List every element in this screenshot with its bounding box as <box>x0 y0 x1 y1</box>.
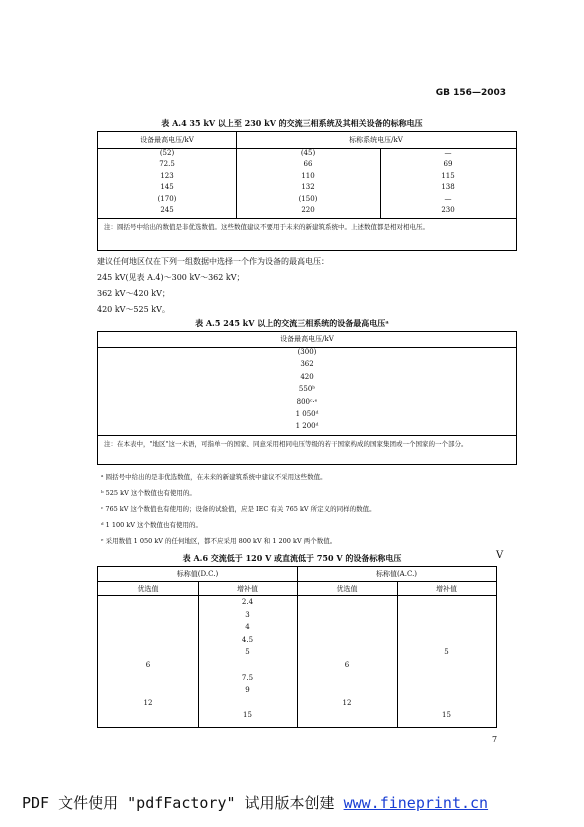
table-row <box>98 686 496 699</box>
table-a5 <box>97 331 517 465</box>
table-cell: 4 <box>245 623 250 632</box>
footnote-b: ᵇ 525 kV 这个数值也有使用的。 <box>101 489 196 497</box>
table-a6-sub-3: 优选值 <box>336 585 358 593</box>
table-cell: 220 <box>301 205 315 214</box>
table-row <box>98 160 516 171</box>
paragraph-line-2: 362 kV～420 kV； <box>97 289 170 298</box>
table-cell: 230 <box>441 205 455 214</box>
table-cell: 5 <box>245 648 250 657</box>
table-row: 800ᶜ·ᵉ <box>296 397 318 406</box>
table-a6-caption: 表 A.6 交流低于 120 V 或直流低于 750 V 的设备标称电压 <box>182 553 402 563</box>
table-row: 1 200ᵈ <box>295 422 319 431</box>
table-a5-note: 注：在本表中，"地区"这一术语，可指单一的国家、同意采用相同电压等级的若干国家构成的国家集团或一个国家的一个部分。 <box>104 440 468 448</box>
standard-code: GB 156—2003 <box>435 88 506 98</box>
table-a4-header-max: 设备最高电压/kV <box>140 136 194 144</box>
table-cell: 12 <box>342 698 352 707</box>
table-cell: 115 <box>441 171 455 180</box>
table-cell: 15 <box>243 711 252 720</box>
footer-text: PDF 文件使用 "pdfFactory" 试用版本创建 <box>22 794 344 812</box>
table-cell: 5 <box>444 648 449 657</box>
table-row <box>98 636 496 649</box>
table-row <box>98 611 496 624</box>
table-cell: 245 <box>160 205 174 214</box>
table-a4-caption: 表 A.4 35 kV 以上至 230 kV 的交流三相系统及其相关设备的标称电压 <box>161 118 423 128</box>
table-cell: 6 <box>145 660 151 669</box>
table-cell: — <box>444 194 452 203</box>
footnote-c: ᶜ 765 kV 这个数值也有使用的；设备的试验值，应是 IEC 有关 765 kV 所定义的同样的数值。 <box>101 505 376 513</box>
table-row <box>98 206 516 217</box>
table-row <box>98 195 516 206</box>
table-cell: (45) <box>300 149 316 157</box>
table-row: 420 <box>300 372 314 381</box>
table-a5-body <box>98 348 516 435</box>
table-row <box>98 648 496 661</box>
table-cell: 6 <box>344 660 350 669</box>
table-cell: 72.5 <box>159 160 175 169</box>
page-number: 7 <box>492 735 498 744</box>
table-row <box>98 674 496 687</box>
footnote-d: ᵈ 1 100 kV 这个数值也有使用的。 <box>101 521 203 529</box>
table-cell: (150) <box>298 194 318 203</box>
table-row <box>98 623 496 636</box>
table-row <box>98 711 496 724</box>
footnote-a: ᵃ 圆括号中给出的是非优选数值，在未来的新建筑系统中建议不采用这些数值。 <box>101 473 327 481</box>
table-a6-sub-1: 优选值 <box>137 585 159 593</box>
table-row: 362 <box>300 360 314 369</box>
table-cell: 12 <box>143 698 153 707</box>
table-cell: 9 <box>245 686 250 695</box>
table-a4-header-nominal: 标称系统电压/kV <box>349 136 403 144</box>
table-a4-body <box>98 149 516 217</box>
table-row <box>98 172 516 183</box>
table-row <box>98 183 516 194</box>
table-cell: 3 <box>245 610 250 619</box>
table-cell: (52) <box>159 149 175 157</box>
table-a6 <box>97 566 497 728</box>
table-cell: 132 <box>301 183 315 192</box>
paragraph-line-1: 245 kV(见表 A.4)～300 kV～362 kV； <box>97 273 245 282</box>
table-a6-dc-header: 标称值(D.C.) <box>176 570 219 578</box>
table-cell: — <box>444 149 452 157</box>
table-cell: (170) <box>157 194 177 203</box>
table-a4-note: 注：圆括号中给出的数值是非优选数值。这些数值建议不要用于未来的新建筑系统中。上述数值都是相对相电压。 <box>104 223 429 231</box>
table-cell: 110 <box>301 171 315 180</box>
table-row <box>98 661 496 674</box>
table-a6-ac-header: 标称值(A.C.) <box>375 570 418 578</box>
table-a6-sub-4: 增补值 <box>436 585 457 593</box>
table-row: 550ᵇ <box>298 385 316 394</box>
table-cell: 66 <box>303 160 313 169</box>
table-a5-header: 设备最高电压/kV <box>98 332 516 348</box>
table-cell: 123 <box>160 171 174 180</box>
table-cell: 4.5 <box>241 635 254 644</box>
table-cell: 69 <box>443 160 453 169</box>
table-row <box>98 149 516 160</box>
paragraph-intro: 建议任何地区仅在下列一组数据中选择一个作为设备的最高电压： <box>97 257 329 266</box>
table-cell: 138 <box>441 183 455 192</box>
table-row: (300) <box>297 348 317 356</box>
table-row <box>98 598 496 611</box>
footnote-e: ᵉ 采用数值 1 050 kV 的任何地区，都不应采用 800 kV 和 1 200 kV 两个数值。 <box>101 537 337 545</box>
table-row <box>98 699 496 712</box>
footer-link[interactable]: www.fineprint.cn <box>343 794 489 812</box>
table-a4 <box>97 131 517 251</box>
table-cell: 15 <box>442 711 451 720</box>
paragraph-line-3: 420 kV～525 kV。 <box>97 305 170 314</box>
table-cell: 2.4 <box>241 598 254 606</box>
table-cell: 7.5 <box>241 673 254 682</box>
table-row: 1 050ᵈ <box>295 409 319 418</box>
table-cell: 145 <box>160 183 174 192</box>
table-a6-sub-2: 增补值 <box>237 585 258 593</box>
footer <box>22 792 488 813</box>
side-mark: V <box>496 550 504 561</box>
table-a6-body <box>98 598 496 724</box>
table-a5-caption: 表 A.5 245 kV 以上的交流三相系统的设备最高电压ᵃ <box>195 318 389 328</box>
